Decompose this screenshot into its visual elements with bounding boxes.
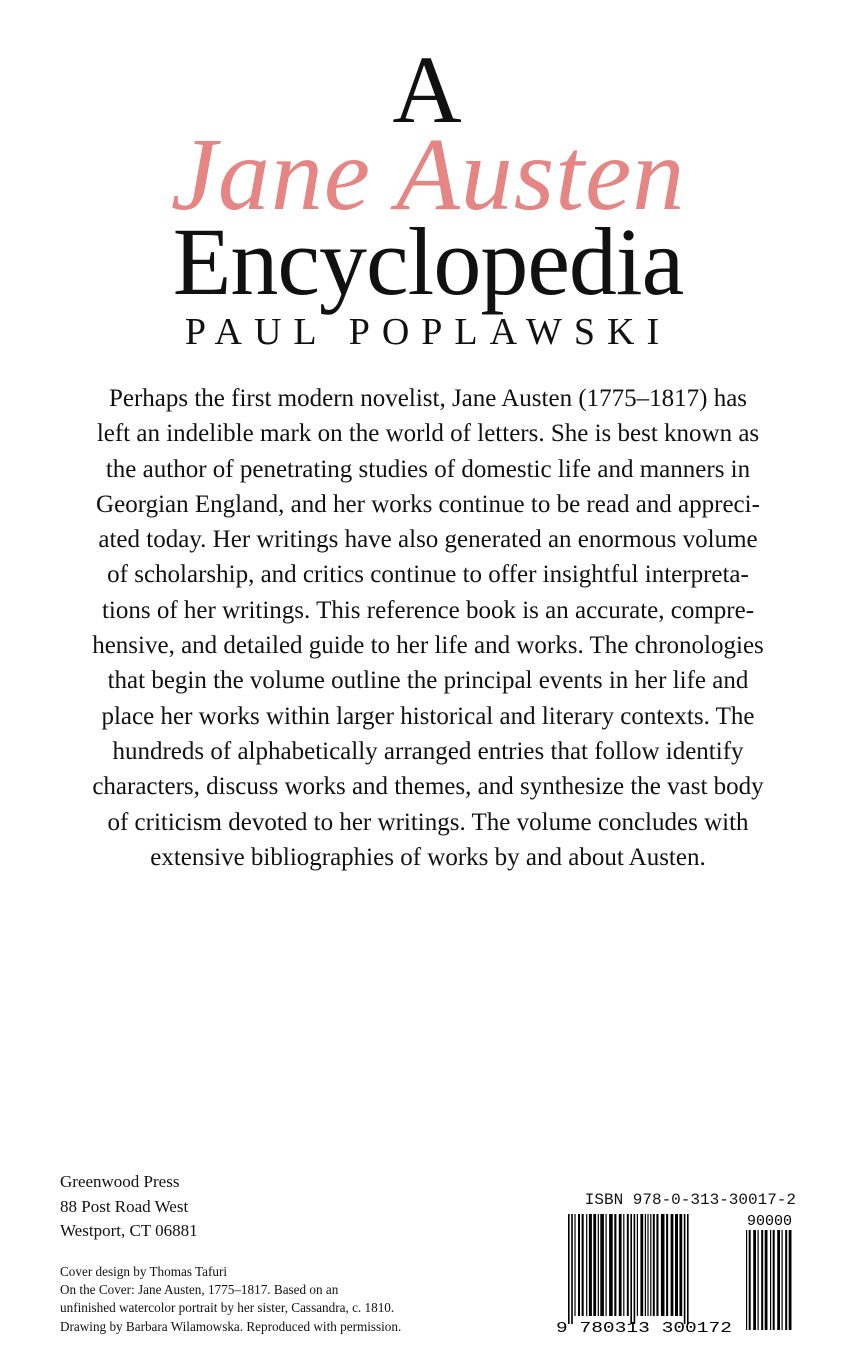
barcode-bar <box>574 1214 575 1316</box>
title-article: A <box>392 36 464 143</box>
description-blurb <box>64 381 792 875</box>
barcode-bar <box>627 1214 629 1316</box>
barcode-bar <box>571 1214 573 1324</box>
credit-line: On the Cover: Jane Austen, 1775–1817. Based on an <box>60 1282 339 1298</box>
blurb-line: hensive, and detailed guide to her life and works. The chronologies <box>92 632 764 660</box>
publisher-city: Westport, CT 06881 <box>60 1221 198 1240</box>
barcode-bar <box>679 1214 682 1316</box>
credit-line: Drawing by Barbara Wilamowska. Reproduced with permission. <box>60 1318 402 1334</box>
blurb-line: left an indelible mark on the world of letters. She is best known as <box>96 420 760 448</box>
barcode-bar <box>614 1214 616 1316</box>
barcode-bar <box>593 1214 596 1316</box>
barcode-bar <box>746 1230 747 1330</box>
barcode-bar <box>671 1214 674 1316</box>
ean-digits: 9 780313 300172 <box>556 1320 732 1336</box>
barcode-bar <box>598 1214 599 1316</box>
blurb-line: ated today. Her writings have also generated an enormous volume <box>98 526 758 554</box>
barcode-bar <box>661 1214 665 1316</box>
barcode-bar <box>753 1230 756 1330</box>
title-jane-austen: Jane Austen <box>170 117 686 232</box>
credit-line: Cover design by Thomas Tafuri <box>60 1264 228 1279</box>
barcode-bar <box>758 1230 759 1330</box>
isbn-label: ISBN 978-0-313-30017-2 <box>584 1191 796 1209</box>
barcode-bar <box>623 1214 624 1316</box>
blurb-line: Perhaps the first modern novelist, Jane Austen (1775–1817) has <box>108 385 748 412</box>
barcode-bar <box>782 1230 783 1330</box>
barcode-bar <box>785 1230 787 1330</box>
barcode-bar <box>777 1230 780 1330</box>
barcode-bar <box>568 1214 570 1324</box>
barcode-bar <box>586 1214 587 1316</box>
barcode-bar <box>630 1214 632 1324</box>
blurb-line: extensive bibliographies of works by and about Austen. <box>150 843 706 871</box>
barcode-bar <box>761 1230 763 1330</box>
barcode-bar <box>749 1230 751 1330</box>
barcode-bar <box>619 1214 622 1316</box>
author-name: PAUL POPLAWSKI <box>184 311 672 353</box>
barcode-bar <box>684 1214 686 1324</box>
barcode-bar <box>634 1214 636 1324</box>
barcode-bar <box>765 1230 768 1330</box>
cover-credits <box>60 1263 401 1336</box>
barcode-bar <box>650 1214 651 1316</box>
barcode-bar <box>589 1214 592 1316</box>
barcode <box>556 1212 800 1336</box>
publisher-address <box>60 1170 198 1244</box>
credit-line: unfinished watercolor portrait by her sister, Cassandra, c. 1810. <box>60 1300 395 1316</box>
barcode-bar <box>645 1214 646 1316</box>
barcode-bar <box>600 1214 604 1316</box>
barcode-bar <box>656 1214 658 1316</box>
blurb-line: Georgian England, and her works continue to be read and appreci- <box>96 490 760 518</box>
blurb-line: hundreds of alphabetically arranged entries that follow identify <box>112 737 744 765</box>
blurb-line: place her works within larger historical and literary contexts. The <box>101 702 755 730</box>
barcode-bar <box>789 1230 792 1330</box>
blurb-line: of scholarship, and critics continue to offer insightful interpreta- <box>107 561 749 589</box>
barcode-bar <box>675 1214 678 1316</box>
barcode-bar <box>606 1214 607 1316</box>
publisher-name: Greenwood Press <box>60 1172 180 1191</box>
barcode-bar <box>582 1214 584 1316</box>
barcode-bar <box>773 1230 775 1330</box>
barcode-main-bars <box>568 1214 689 1324</box>
barcode-addon-bars <box>746 1230 792 1330</box>
barcode-bar <box>653 1214 655 1316</box>
barcode-bar <box>609 1214 613 1316</box>
publisher-street: 88 Post Road West <box>60 1196 189 1216</box>
title-encyclopedia: Encyclopedia <box>172 208 684 315</box>
barcode-bar <box>640 1214 643 1316</box>
barcode-bar <box>578 1214 580 1316</box>
blurb-line: characters, discuss works and themes, and synthesize the vast body <box>92 773 764 801</box>
blurb-line: that begin the volume outline the principal events in her life and <box>107 667 749 695</box>
blurb-line: the author of penetrating studies of domestic life and manners in <box>105 455 751 483</box>
barcode-graphic <box>556 1212 800 1336</box>
barcode-bar <box>666 1214 668 1316</box>
barcode-bar <box>770 1230 771 1330</box>
barcode-bar <box>637 1214 638 1316</box>
blurb-line: of criticism devoted to her writings. The volume concludes with <box>107 808 749 836</box>
barcode-bar <box>647 1214 648 1316</box>
price-code: 90000 <box>746 1213 792 1230</box>
barcode-bar <box>687 1214 689 1324</box>
blurb-line: tions of her writings. This reference book is an accurate, compre- <box>101 596 755 624</box>
